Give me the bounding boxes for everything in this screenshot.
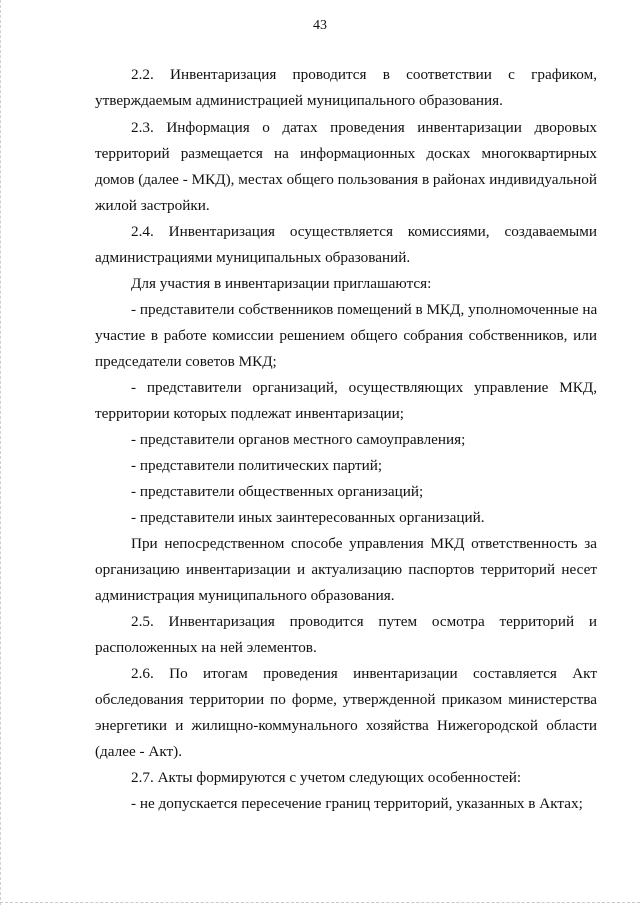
text-line: обследования территории по форме, утвержденной приказом министерства bbox=[95, 691, 597, 708]
text-line: председатели советов МКД; bbox=[95, 353, 277, 370]
scan-edge-bottom bbox=[0, 902, 640, 903]
page-number: 43 bbox=[313, 18, 327, 33]
text-line: - представители общественных организаций; bbox=[131, 483, 424, 500]
text-line: 2.2. Инвентаризация проводится в соответствии с графиком, bbox=[131, 66, 597, 83]
text-line: жилой застройки. bbox=[95, 197, 210, 214]
text-line: 2.4. Инвентаризация осуществляется комиссиями, создаваемыми bbox=[131, 223, 597, 240]
text-line: 2.6. По итогам проведения инвентаризации составляется Акт bbox=[131, 665, 597, 682]
text-line: энергетики и жилищно-коммунального хозяйства Нижегородской области bbox=[95, 717, 597, 734]
text-line: домов (далее - МКД), местах общего пользования в районах индивидуальной bbox=[95, 171, 597, 188]
text-line: - представители иных заинтересованных организаций. bbox=[131, 509, 485, 526]
text-line: администрация муниципального образования. bbox=[95, 587, 395, 604]
text-line: - представители организаций, осуществляющих управление МКД, bbox=[131, 379, 597, 396]
text-line: расположенных на ней элементов. bbox=[95, 639, 317, 656]
text-line: - представители органов местного самоуправления; bbox=[131, 431, 466, 448]
scan-edge-left bbox=[0, 0, 4, 905]
text-line: 2.3. Информация о датах проведения инвентаризации дворовых bbox=[131, 119, 597, 136]
text-line: утверждаемым администрацией муниципального образования. bbox=[95, 92, 503, 109]
text-line: - представители собственников помещений в МКД, уполномоченные на bbox=[131, 301, 598, 318]
text-line: (далее - Акт). bbox=[95, 743, 183, 760]
text-line: организацию инвентаризации и актуализацию паспортов территорий несет bbox=[95, 561, 597, 578]
text-line: участие в работе комиссии решением общего собрания собственников, или bbox=[95, 327, 597, 344]
text-line: 2.5. Инвентаризация проводится путем осмотра территорий и bbox=[131, 613, 597, 630]
text-line: территории которых подлежат инвентаризации; bbox=[95, 405, 405, 422]
text-line: территорий размещается на информационных досках многоквартирных bbox=[95, 145, 597, 162]
text-line: 2.7. Акты формируются с учетом следующих особенностей: bbox=[131, 769, 522, 786]
text-line: - не допускается пересечение границ территорий, указанных в Актах; bbox=[131, 795, 583, 812]
text-line: Для участия в инвентаризации приглашаются: bbox=[131, 275, 432, 292]
text-line: При непосредственном способе управления МКД ответственность за bbox=[131, 535, 597, 552]
text-line: администрациями муниципальных образований. bbox=[95, 249, 411, 266]
text-line: - представители политических партий; bbox=[131, 457, 383, 474]
